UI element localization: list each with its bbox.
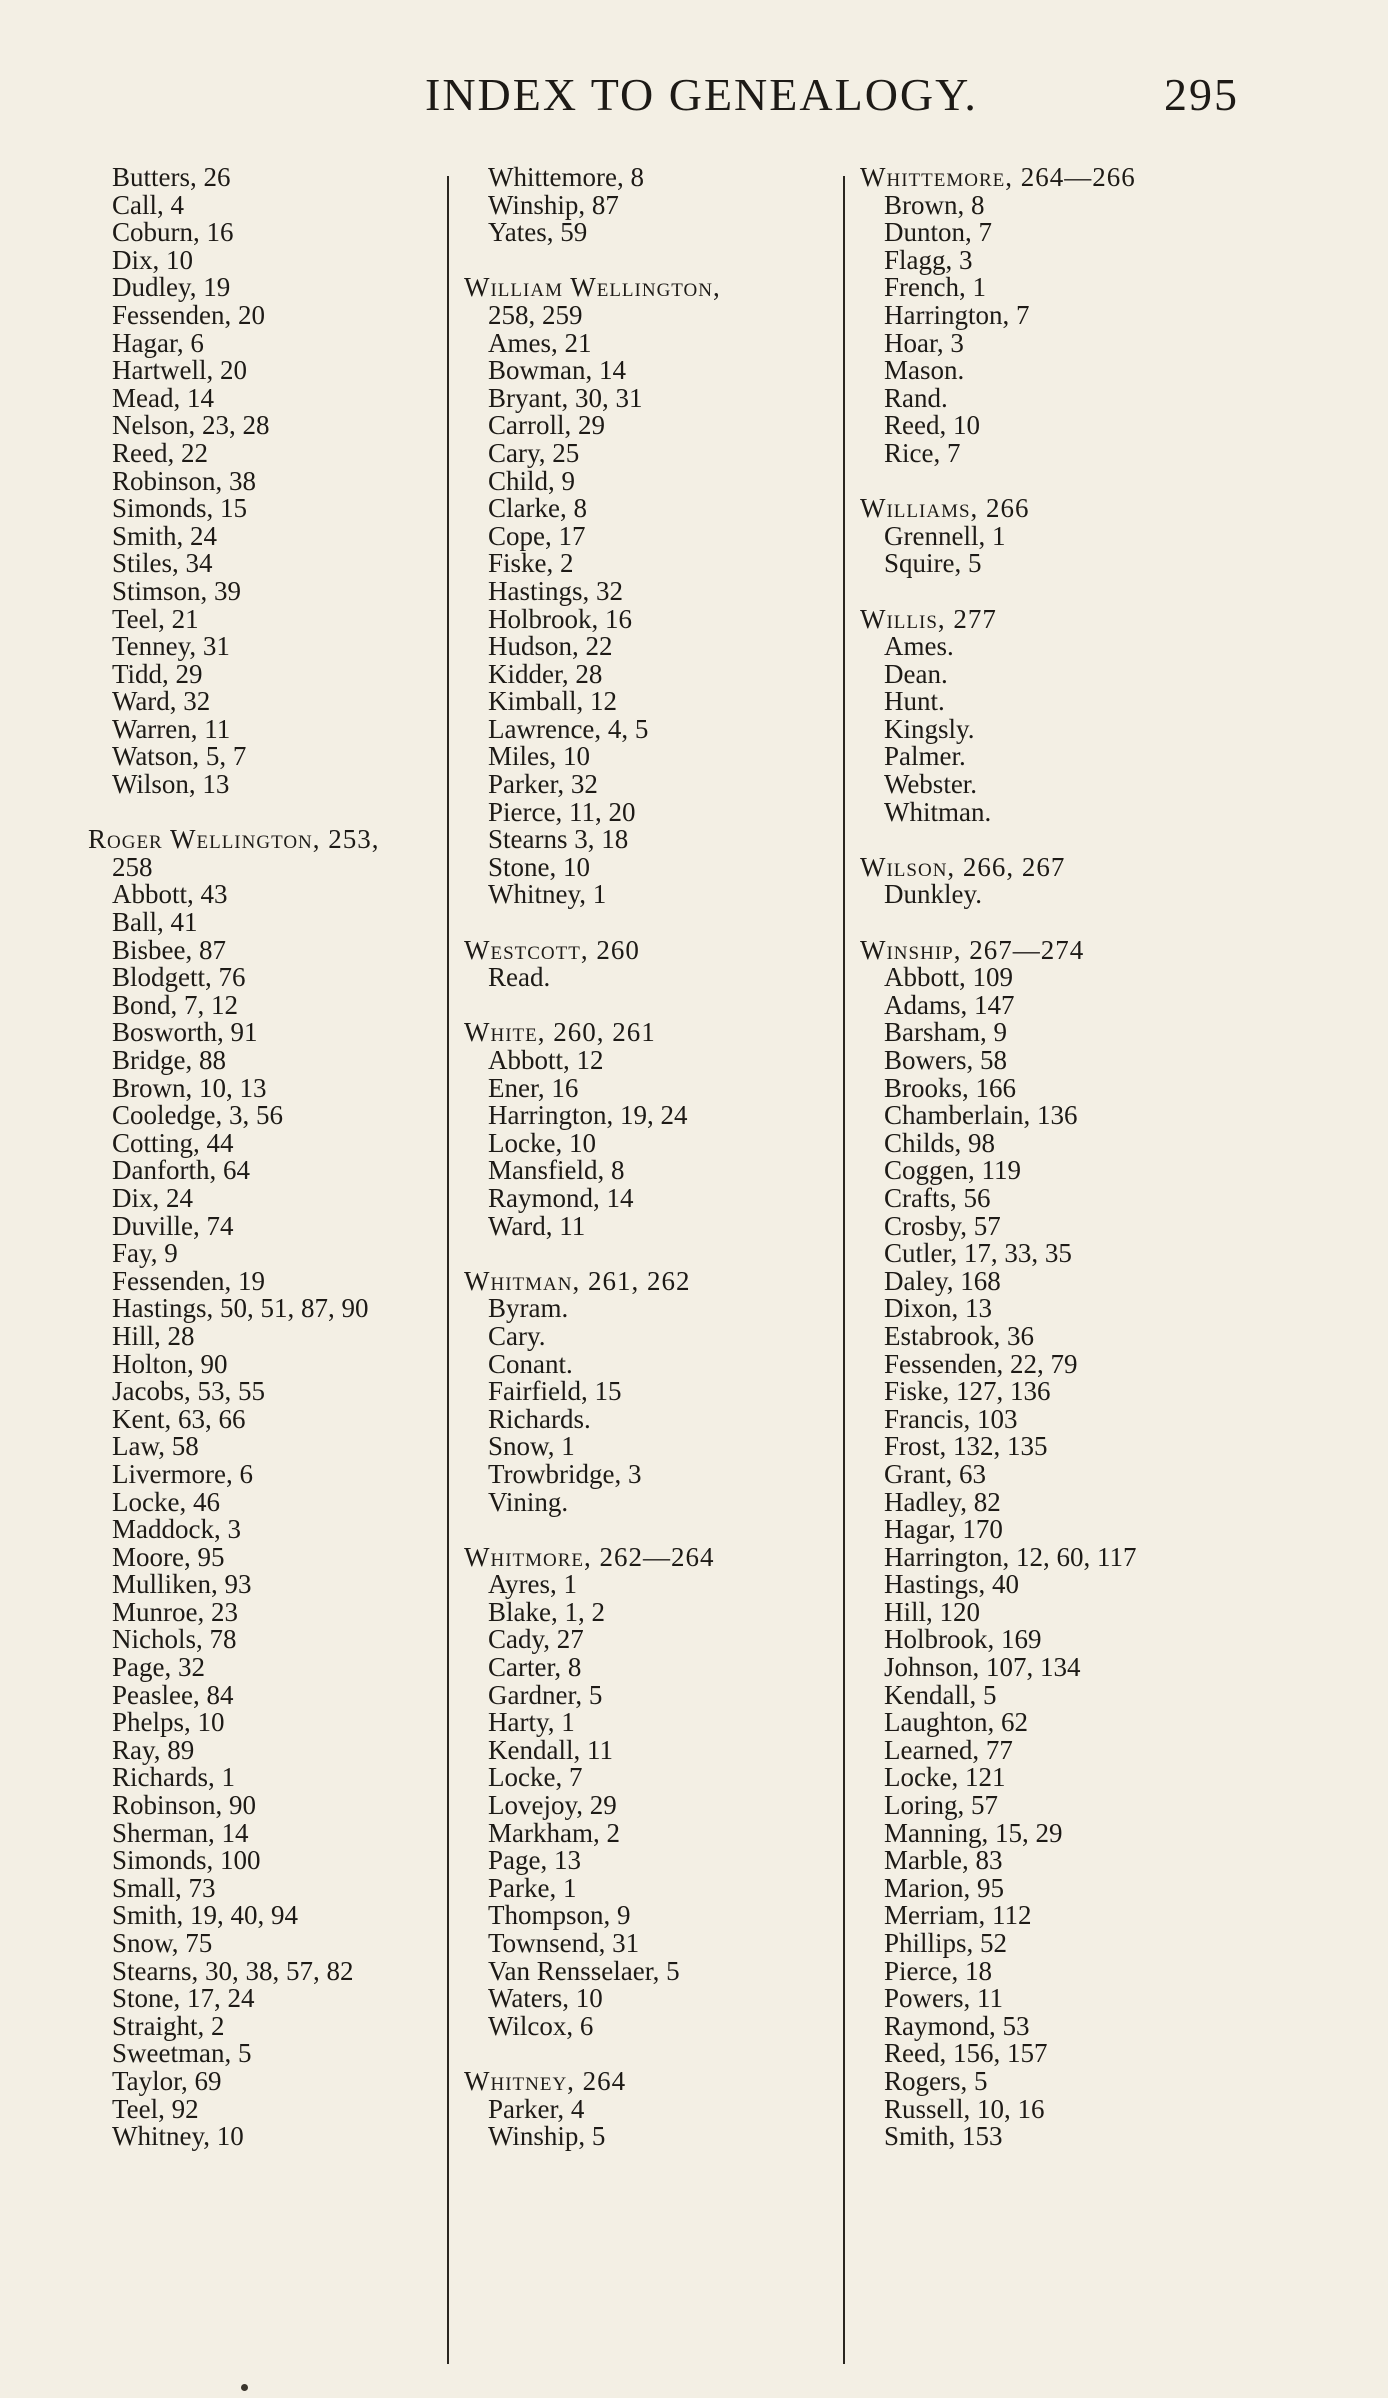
- spacer: [860, 468, 1280, 496]
- index-entry: Loring, 57: [884, 1790, 998, 1821]
- index-entry: Hunt.: [884, 686, 945, 717]
- index-entry: Richards, 1: [112, 1762, 235, 1793]
- index-entry: Chamberlain, 136: [884, 1100, 1078, 1131]
- index-entry: Miles, 10: [488, 741, 591, 772]
- index-entry: Peaslee, 84: [112, 1679, 234, 1710]
- index-entry: Dean.: [884, 658, 948, 689]
- index-entry: Rogers, 5: [884, 2065, 988, 2096]
- index-entry: Fairfield, 15: [488, 1376, 622, 1407]
- index-entry: Teel, 92: [112, 2093, 199, 2124]
- index-entry: Mansfield, 8: [488, 1155, 625, 1186]
- index-entry: Harrington, 12, 60, 117: [884, 1541, 1137, 1572]
- index-entry: Hastings, 40: [884, 1569, 1019, 1600]
- index-entry: Kendall, 11: [488, 1734, 613, 1765]
- index-entry: Watson, 5, 7: [112, 741, 247, 772]
- index-entry: Frost, 132, 135: [884, 1431, 1048, 1462]
- index-entry: Lawrence, 4, 5: [488, 713, 649, 744]
- index-entry: Hagar, 170: [884, 1514, 1003, 1545]
- index-entry: Bryant, 30, 31: [488, 382, 643, 413]
- index-entry: Parke, 1: [488, 1872, 577, 1903]
- index-entry: 258, 259: [488, 299, 583, 330]
- index-entry: Learned, 77: [884, 1734, 1013, 1765]
- index-entry: Small, 73: [112, 1872, 216, 1903]
- index-entry: Lovejoy, 29: [488, 1790, 617, 1821]
- index-entry: Gardner, 5: [488, 1679, 603, 1710]
- index-entry: Cutler, 17, 33, 35: [884, 1238, 1072, 1269]
- index-heading: Whittemore, 264—266: [860, 162, 1136, 192]
- index-entry: Raymond, 14: [488, 1182, 634, 1213]
- index-entry: Ener, 16: [488, 1072, 579, 1103]
- index-entry: Tenney, 31: [112, 631, 230, 662]
- index-entry: Cary.: [488, 1320, 546, 1351]
- index-entry: Mead, 14: [112, 382, 214, 413]
- index-entry: Nelson, 23, 28: [112, 410, 270, 441]
- index-entry: Cooledge, 3, 56: [112, 1100, 283, 1131]
- spacer: [88, 799, 468, 827]
- index-entry: Stiles, 34: [112, 548, 213, 579]
- index-entry: Ray, 89: [112, 1734, 195, 1765]
- index-entry: Stimson, 39: [112, 575, 242, 606]
- index-entry: Stearns 3, 18: [488, 824, 629, 855]
- index-entry: Whittemore, 8: [488, 162, 644, 192]
- index-entry: Daley, 168: [884, 1265, 1001, 1296]
- index-entry: Taylor, 69: [112, 2065, 222, 2096]
- index-entry: Locke, 7: [488, 1762, 583, 1793]
- index-entry: Hadley, 82: [884, 1486, 1001, 1517]
- index-entry: Richards.: [488, 1403, 591, 1434]
- index-entry: Dunton, 7: [884, 217, 992, 248]
- index-entry: Fay, 9: [112, 1238, 178, 1269]
- index-entry: Marble, 83: [884, 1845, 1003, 1876]
- index-entry: Adams, 147: [884, 989, 1015, 1020]
- index-heading: Whitmore, 262—264: [464, 1541, 715, 1572]
- index-entry: Ball, 41: [112, 907, 198, 938]
- index-entry: Dudley, 19: [112, 272, 231, 303]
- index-heading: Roger Wellington, 253,: [88, 824, 380, 855]
- index-heading: Whitney, 264: [464, 2065, 627, 2096]
- index-entry: Page, 13: [488, 1845, 581, 1876]
- index-entry: Phillips, 52: [884, 1928, 1008, 1958]
- index-entry: Thompson, 9: [488, 1900, 631, 1931]
- index-entry: Abbott, 109: [884, 962, 1014, 993]
- index-entry: Van Rensselaer, 5: [488, 1955, 680, 1986]
- index-entry: Coggen, 119: [884, 1155, 1021, 1186]
- index-entry: Cary, 25: [488, 437, 580, 468]
- index-heading: White, 260, 261: [464, 1017, 656, 1048]
- index-entry: Flagg, 3: [884, 244, 973, 275]
- index-entry: Whitney, 10: [112, 2121, 244, 2152]
- index-heading: Westcott, 260: [464, 934, 640, 965]
- index-entry: Palmer.: [884, 741, 966, 772]
- index-entry: Clarke, 8: [488, 493, 587, 524]
- spacer: [464, 909, 842, 937]
- index-entry: Whitman.: [884, 796, 992, 827]
- index-entry: Duville, 74: [112, 1210, 234, 1241]
- index-entry: Ames.: [884, 631, 954, 662]
- index-entry: Danforth, 64: [112, 1155, 250, 1186]
- index-entry: Coburn, 16: [112, 217, 234, 248]
- index-entry: Hill, 28: [112, 1320, 195, 1351]
- index-heading: Willis, 277: [860, 603, 997, 634]
- index-entry: Dunkley.: [884, 879, 982, 910]
- index-entry: Raymond, 53: [884, 2010, 1030, 2041]
- index-entry: Merriam, 112: [884, 1900, 1032, 1931]
- index-entry: Holton, 90: [112, 1348, 228, 1379]
- index-entry: Wilcox, 6: [488, 2010, 594, 2041]
- index-entry: Teel, 21: [112, 603, 199, 634]
- index-entry: Townsend, 31: [488, 1928, 640, 1958]
- index-entry: Abbott, 43: [112, 879, 228, 910]
- index-entry: Ward, 11: [488, 1210, 586, 1241]
- index-heading: Whitman, 261, 262: [464, 1265, 691, 1296]
- index-entry: Simonds, 100: [112, 1845, 261, 1876]
- index-entry: Reed, 22: [112, 437, 208, 468]
- index-entry: Jacobs, 53, 55: [112, 1376, 265, 1407]
- index-entry: Parker, 32: [488, 769, 598, 800]
- index-entry: Dix, 24: [112, 1182, 193, 1213]
- index-column-2: [464, 164, 842, 2151]
- index-entry: Nichols, 78: [112, 1624, 237, 1655]
- index-entry: Waters, 10: [488, 1983, 603, 2014]
- index-entry: Wilson, 13: [112, 769, 230, 800]
- index-entry: Hastings, 32: [488, 575, 623, 606]
- index-entry: Smith, 24: [112, 520, 218, 551]
- index-entry: Hoar, 3: [884, 327, 964, 358]
- index-entry: Kingsly.: [884, 713, 975, 744]
- index-entry: Fessenden, 22, 79: [884, 1348, 1078, 1379]
- index-entry: Fessenden, 19: [112, 1265, 265, 1296]
- index-entry: Childs, 98: [884, 1127, 996, 1158]
- index-entry: Brooks, 166: [884, 1072, 1017, 1103]
- index-entry: Holbrook, 16: [488, 603, 632, 634]
- index-entry: Bosworth, 91: [112, 1017, 258, 1048]
- spacer: [464, 247, 842, 275]
- spacer: [464, 1240, 842, 1268]
- index-entry: Marion, 95: [884, 1872, 1004, 1903]
- index-entry: Child, 9: [488, 465, 576, 496]
- index-entry: Russell, 10, 16: [884, 2093, 1045, 2124]
- index-entry: Crosby, 57: [884, 1210, 1001, 1241]
- index-entry: Locke, 121: [884, 1762, 1006, 1793]
- index-entry: Locke, 46: [112, 1486, 220, 1517]
- index-entry: Ward, 32: [112, 686, 211, 717]
- index-entry: Brown, 8: [884, 189, 985, 220]
- index-entry: Blake, 1, 2: [488, 1596, 605, 1627]
- index-entry: Pierce, 18: [884, 1955, 992, 1986]
- index-column-1: [88, 164, 468, 2151]
- index-entry: Bowers, 58: [884, 1045, 1007, 1075]
- index-entry: Carter, 8: [488, 1652, 582, 1683]
- index-entry: Pierce, 11, 20: [488, 796, 636, 827]
- index-entry: Robinson, 90: [112, 1790, 257, 1821]
- printer-mark-dot: [241, 2384, 248, 2391]
- index-entry: Blodgett, 76: [112, 962, 246, 993]
- index-entry: Munroe, 23: [112, 1596, 238, 1627]
- index-entry: Abbott, 12: [488, 1045, 604, 1075]
- index-entry: Livermore, 6: [112, 1458, 253, 1489]
- index-entry: Carroll, 29: [488, 410, 605, 441]
- index-entry: Stone, 10: [488, 851, 591, 882]
- index-entry: Laughton, 62: [884, 1707, 1028, 1738]
- index-entry: Warren, 11: [112, 713, 231, 744]
- index-entry: Hill, 120: [884, 1596, 981, 1627]
- index-entry: Winship, 5: [488, 2121, 606, 2152]
- index-entry: Brown, 10, 13: [112, 1072, 267, 1103]
- index-entry: Mulliken, 93: [112, 1569, 252, 1600]
- index-entry: Phelps, 10: [112, 1707, 225, 1738]
- index-entry: Hartwell, 20: [112, 355, 247, 386]
- index-entry: Trowbridge, 3: [488, 1458, 642, 1489]
- index-entry: Reed, 10: [884, 410, 980, 441]
- index-entry: Cady, 27: [488, 1624, 584, 1655]
- index-entry: Rice, 7: [884, 437, 961, 468]
- index-entry: Kent, 63, 66: [112, 1403, 246, 1434]
- index-entry: Snow, 75: [112, 1928, 213, 1958]
- index-entry: Simonds, 15: [112, 493, 248, 524]
- index-entry: Byram.: [488, 1293, 569, 1324]
- index-entry: Law, 58: [112, 1431, 199, 1462]
- index-entry: Bridge, 88: [112, 1045, 226, 1075]
- index-entry: Winship, 87: [488, 189, 619, 220]
- index-entry: Markham, 2: [488, 1817, 620, 1848]
- index-entry: Ames, 21: [488, 327, 592, 358]
- index-entry: Webster.: [884, 769, 978, 800]
- index-entry: Grennell, 1: [884, 520, 1006, 551]
- spacer: [464, 1516, 842, 1544]
- index-heading: Williams, 266: [860, 493, 1030, 524]
- index-entry: Sweetman, 5: [112, 2038, 252, 2069]
- index-entry: Butters, 26: [112, 162, 231, 192]
- index-entry: Robinson, 38: [112, 465, 257, 496]
- column-divider: [843, 176, 845, 2364]
- index-entry: Page, 32: [112, 1652, 205, 1683]
- index-entry: Kidder, 28: [488, 658, 603, 689]
- spacer: [860, 826, 1280, 854]
- index-entry: Estabrook, 36: [884, 1320, 1034, 1351]
- index-entry: Francis, 103: [884, 1403, 1018, 1434]
- index-entry: Maddock, 3: [112, 1514, 241, 1545]
- index-entry: Kendall, 5: [884, 1679, 997, 1710]
- index-entry: Mason.: [884, 355, 965, 386]
- index-entry: Grant, 63: [884, 1458, 986, 1489]
- index-entry: Bond, 7, 12: [112, 989, 239, 1020]
- column-divider: [447, 176, 449, 2364]
- page-header: [0, 68, 1388, 128]
- index-column-3: [860, 164, 1280, 2151]
- index-entry: Crafts, 56: [884, 1182, 991, 1213]
- index-heading: William Wellington,: [464, 272, 721, 303]
- index-entry: Smith, 19, 40, 94: [112, 1900, 299, 1931]
- index-entry: Conant.: [488, 1348, 573, 1379]
- index-entry: Fiske, 127, 136: [884, 1376, 1051, 1407]
- index-entry: Call, 4: [112, 189, 184, 220]
- index-entry: Bisbee, 87: [112, 934, 226, 965]
- index-entry: Straight, 2: [112, 2010, 225, 2041]
- index-entry: Squire, 5: [884, 548, 982, 579]
- index-entry: Locke, 10: [488, 1127, 596, 1158]
- index-entry: Snow, 1: [488, 1431, 575, 1462]
- index-entry: Sherman, 14: [112, 1817, 249, 1848]
- index-heading: Winship, 267—274: [860, 934, 1085, 965]
- index-entry: French, 1: [884, 272, 986, 303]
- index-entry: Cope, 17: [488, 520, 586, 551]
- index-entry: Cotting, 44: [112, 1127, 234, 1158]
- index-entry: Stearns, 30, 38, 57, 82: [112, 1955, 354, 1986]
- index-entry: Harty, 1: [488, 1707, 575, 1738]
- index-entry: Harrington, 19, 24: [488, 1100, 688, 1131]
- index-entry: Manning, 15, 29: [884, 1817, 1063, 1848]
- spacer: [464, 992, 842, 1020]
- index-entry: Harrington, 7: [884, 299, 1030, 330]
- spacer: [860, 909, 1280, 937]
- index-entry: Rand.: [884, 382, 948, 413]
- index-entry: Stone, 17, 24: [112, 1983, 255, 2014]
- index-entry: Reed, 156, 157: [884, 2038, 1048, 2069]
- index-entry: Vining.: [488, 1486, 569, 1517]
- index-entry: 258: [112, 851, 153, 882]
- index-entry: Johnson, 107, 134: [884, 1652, 1081, 1683]
- index-entry: Barsham, 9: [884, 1017, 1007, 1048]
- index-entry: Smith, 153: [884, 2121, 1003, 2152]
- index-entry: Tidd, 29: [112, 658, 203, 689]
- spacer: [860, 578, 1280, 606]
- index-entry: Powers, 11: [884, 1983, 1003, 2014]
- index-entry: Whitney, 1: [488, 879, 607, 910]
- index-entry: Holbrook, 169: [884, 1624, 1042, 1655]
- index-entry: Kimball, 12: [488, 686, 617, 717]
- index-heading: Wilson, 266, 267: [860, 851, 1066, 882]
- index-entry: Fiske, 2: [488, 548, 574, 579]
- index-entry: Bowman, 14: [488, 355, 626, 386]
- page-number: 295: [1164, 69, 1239, 120]
- index-entry: Ayres, 1: [488, 1569, 578, 1600]
- index-entry: Hudson, 22: [488, 631, 613, 662]
- spacer: [464, 2040, 842, 2068]
- index-entry: Hastings, 50, 51, 87, 90: [112, 1293, 369, 1324]
- page-title: INDEX TO GENEALOGY.: [425, 69, 978, 120]
- index-entry: Fessenden, 20: [112, 299, 265, 330]
- index-entry: Read.: [488, 962, 551, 993]
- index-entry: Dix, 10: [112, 244, 193, 275]
- index-entry: Yates, 59: [488, 217, 588, 248]
- index-entry: Moore, 95: [112, 1541, 225, 1572]
- index-entry: Parker, 4: [488, 2093, 585, 2124]
- index-entry: Hagar, 6: [112, 327, 204, 358]
- index-entry: Dixon, 13: [884, 1293, 992, 1324]
